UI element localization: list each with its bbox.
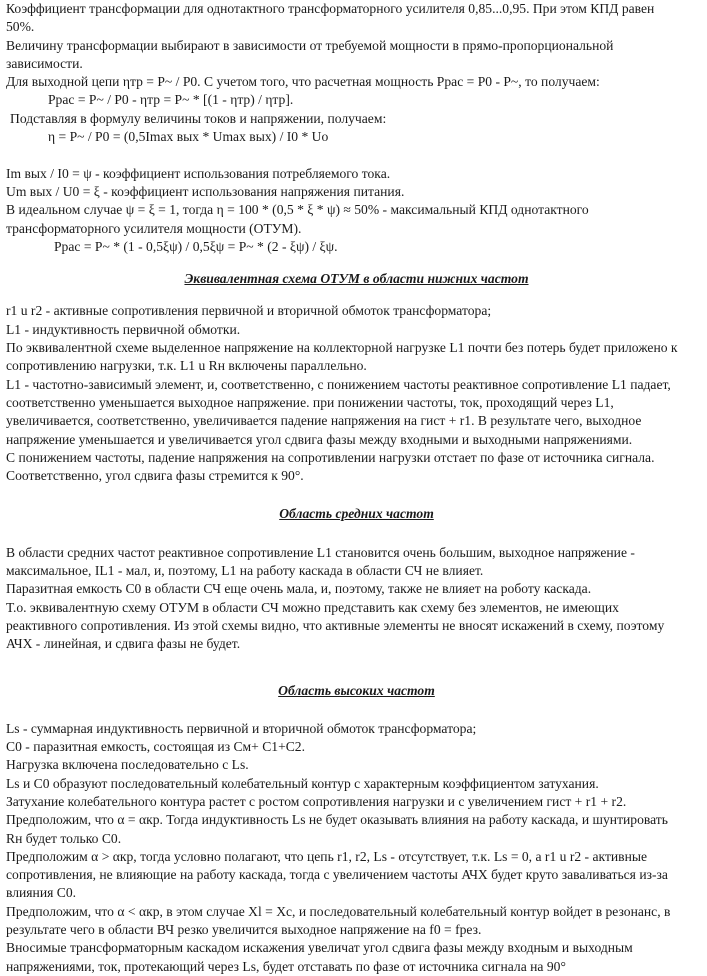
text-line: Um вых / U0 = ξ - коэффициент использования напряжения питания.	[6, 183, 405, 199]
text-line: трансформаторного усилителя мощности (ОТУМ).	[6, 220, 302, 236]
text-line: Rн будет только C0.	[6, 830, 122, 846]
text-line: Предположим, что α < αкр, в этом случае Xl = Xc, и последовательный колебательный контур войдет в резонанс, в	[6, 903, 671, 919]
text-line: напряжение уменьшается и увеличивается угол сдвига фазы между входными и выходными напряжениями.	[6, 431, 633, 447]
text-line: По эквивалентной схеме выделенное напряжение на коллекторной нагрузке L1 почти без потерь будет приложено к	[6, 340, 678, 356]
text-line: Ls - суммарная индуктивность первичной и вторичной обмоток трансформатора;	[6, 720, 477, 736]
text-line: зависимости.	[6, 55, 83, 71]
text-line: Ls и C0 образуют последовательный колебательный контур с характерным коэффициентом затухания.	[6, 775, 599, 791]
section-high-frequency	[6, 720, 707, 976]
text-line: В области средних частот реактивное сопротивление L1 становится очень большим, выходное напряжение -	[6, 544, 635, 560]
section-low-frequency	[6, 302, 707, 485]
text-line: L1 - индуктивность первичной обмотки.	[6, 321, 241, 337]
section-heading-mid-frequency: Область средних частот	[279, 506, 434, 522]
text-line: С понижением частоты, падение напряжения на сопротивлении нагрузки отстает по фазе от источника сигнала.	[6, 449, 655, 465]
text-line: соответственно уменьшается выходное напряжение. при понижении частоты, ток, проходящий через L1,	[6, 394, 614, 410]
section-heading-high-frequency: Область высоких частот	[278, 682, 435, 698]
text-line: Нагрузка включена последовательно с Ls.	[6, 757, 249, 773]
text-line: АЧХ - линейная, и сдвига фазы не будет.	[6, 636, 241, 652]
text-line: сопротивлению нагрузки, т.к. L1 u Rн включены параллельно.	[6, 358, 367, 374]
text-line: Предположим, что α = αкр. Тогда индуктивность Ls не будет оказывать влияния на работу каскада, и шунтировать	[6, 812, 668, 828]
text-line: Затухание колебательного контура растет с ростом сопротивления нагрузки и с увеличением гист + r1 + r2.	[6, 793, 627, 809]
text-line: Величину трансформации выбирают в зависимости от требуемой мощности в прямо-пропорциональной	[6, 37, 614, 53]
section-mid-frequency	[6, 544, 707, 654]
text-line: напряжениями, ток, протекающий через Ls, будет отставать по фазе от источника сигнала на 90°	[6, 958, 566, 974]
text-line: Предположим α > αкр, тогда условно полагают, что цепь r1, r2, Ls - отсутствует, т.к. Ls = 0, а r1 u r2 - активные	[6, 848, 648, 864]
spacer	[6, 146, 707, 164]
intro-block	[6, 0, 707, 256]
text-line: влияния C0.	[6, 885, 77, 901]
text-line: Im вых / I0 = ψ - коэффициент использования потребляемого тока.	[6, 165, 391, 181]
text-line: Коэффициент трансформации для однотактного трансформаторного усилителя 0,85...0,95. При этом КПД равен	[6, 1, 655, 16]
text-line: 50%.	[6, 19, 35, 35]
text-line: реактивного сопротивления. Из этой схемы видно, что активные элементы не вносят искажений в схему, поэтому	[6, 617, 665, 633]
text-line: Вносимые трансформаторным каскадом искажения увеличат угол сдвига фазы между входным и выходным	[6, 940, 633, 956]
text-line: сопротивления, не влияющие на работу каскада, тогда с увеличением частоты АЧХ будет круто заваливаться из-за	[6, 867, 668, 883]
text-line: C0 - паразитная емкость, состоящая из Cм+ C1+C2.	[6, 739, 306, 755]
section-heading-low-frequency: Эквивалентная схема ОТУМ в области нижних частот	[184, 271, 529, 287]
formula-line: Ppac = P~ * (1 - 0,5ξψ) / 0,5ξψ = P~ * (2 - ξψ) / ξψ.	[54, 238, 338, 254]
text-line: Паразитная емкость C0 в области СЧ еще очень мала, и, поэтому, также не влияет на роботу каскада.	[6, 581, 592, 597]
text-line: результате чего в области ВЧ резко увеличится выходное напряжение на f0 = fрез.	[6, 922, 482, 938]
text-line: максимальное, IL1 - мал, и, поэтому, L1 на работу каскада в области СЧ не влияет.	[6, 563, 484, 579]
text-line: В идеальном случае ψ = ξ = 1, тогда η = 100 * (0,5 * ξ * ψ) ≈ 50% - максимальный КПД однотактного	[6, 202, 589, 218]
text-line: L1 - частотно-зависимый элемент, и, соответственно, с понижением частоты реактивное сопротивление L1 падает,	[6, 376, 671, 392]
text-line: Для выходной цепи ηтр = P~ / P0. С учетом того, что расчетная мощность Ppac = P0 - P~, то получаем:	[6, 74, 600, 90]
text-line: увеличивается, соответственно, увеличивается падение напряжения на гист + r1. В результате чего, выходное	[6, 413, 642, 429]
formula-line: η = P~ / P0 = (0,5Imax вых * Umax вых) / I0 * Uo	[48, 129, 329, 145]
text-line: r1 u r2 - активные сопротивления первичной и вторичной обмоток трансформатора;	[6, 303, 492, 319]
text-line: Подставляя в формулу величины токов и напряжении, получаем:	[10, 110, 387, 126]
formula-line: Ppac = P~ / P0 - ηтр = P~ * [(1 - ηтр) / ηтр].	[48, 92, 294, 108]
text-line: Соответственно, угол сдвига фазы стремится к 90°.	[6, 468, 304, 484]
text-line: Т.о. эквивалентную схему ОТУМ в области СЧ можно представить как схему без элементов, не имеющих	[6, 599, 619, 615]
